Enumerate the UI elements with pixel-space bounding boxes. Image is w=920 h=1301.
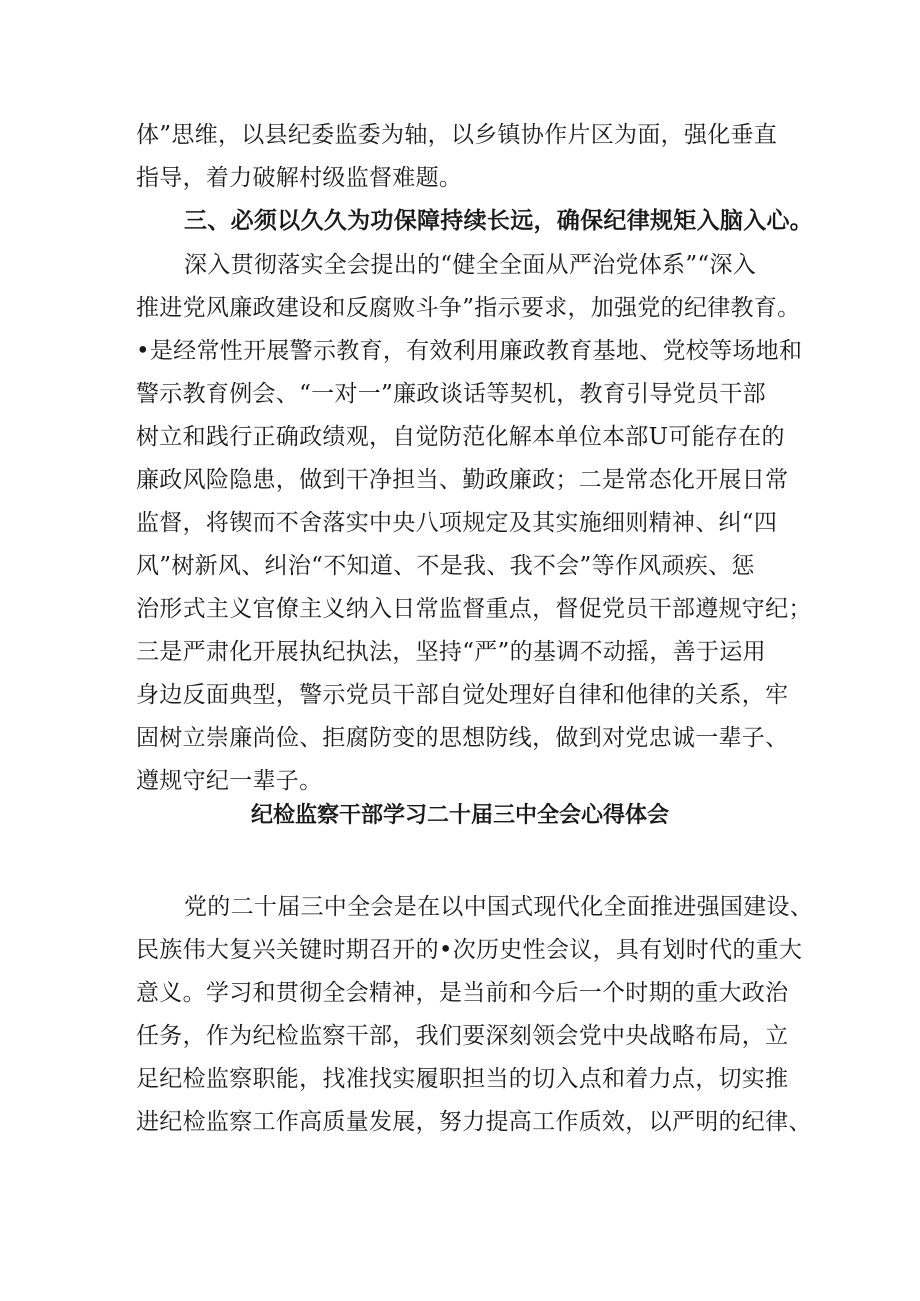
paragraph-line: 体”思维，以县纪委监委为轴，以乡镇协作片区为面，强化垂直 — [136, 122, 778, 148]
paragraph-line: 意义。学习和贯彻全会精神，是当前和今后一个时期的重大政治 — [136, 980, 789, 1006]
paragraph-line: 廉政风险隐患，做到干净担当、勤政廉政；二是常态化开展日常 — [136, 467, 789, 493]
paragraph-line: 身边反面典型，警示党员干部自觉处理好自律和他律的关系，牢 — [136, 682, 789, 708]
paragraph-line: 监督，将锲而不舍落实中央八项规定及其实施细则精神、纠“四 — [136, 510, 778, 536]
section-heading: 三、必须以久久为功保障持续长远，确保纪律规矩入脑入心。 — [184, 207, 814, 234]
paragraph-line: 固树立崇廉尚俭、拒腐防变的思想防线，做到对党忠诚一辈子、 — [136, 725, 789, 751]
paragraph-line: 足纪检监察职能，找准找实履职担当的切入点和着力点，切实推 — [136, 1066, 789, 1092]
paragraph-line: •是经常性开展警示教育，有效利用廉政教育基地、党校等场地和 — [136, 338, 803, 364]
paragraph-line: 遵规守纪一辈子。 — [136, 768, 323, 794]
paragraph-line: 深入贯彻落实全会提出的“健全全面从严治党体系”“深入 — [184, 252, 757, 278]
paragraph-line: 党的二十届三中全会是在以中国式现代化全面推进强国建设、 — [184, 894, 814, 920]
paragraph-line: 治形式主义官僚主义纳入日常监督重点，督促党员干部遵规守纪； — [136, 596, 812, 622]
paragraph-line: 三是严肃化开展执纪执法，坚持“严”的基调不动摇，善于运用 — [136, 639, 766, 665]
paragraph-line: 进纪检监察工作高质量发展，努力提高工作质效，以严明的纪律、 — [136, 1109, 812, 1135]
paragraph-line: 任务，作为纪检监察干部，我们要深刻领会党中央战略布局，立 — [136, 1023, 789, 1049]
article-title: 纪检监察干部学习二十届三中全会心得体会 — [250, 802, 669, 828]
paragraph-line: 警示教育例会、“一对一”廉政谈话等契机，教育引导党员干部 — [136, 381, 766, 407]
paragraph-line: 风”树新风、纠治“不知道、不是我、我不会”等作风顽疾、惩 — [136, 553, 755, 579]
paragraph-line: 树立和践行正确政绩观，自觉防范化解本单位本部U可能存在的 — [136, 424, 785, 450]
paragraph-line: 推进党风廉政建设和反腐败斗争”指示要求，加强党的纪律教育。 — [136, 295, 801, 321]
paragraph-line: 指导，着力破解村级监督难题。 — [136, 165, 463, 191]
paragraph-line: 民族伟大复兴关键时期召开的•次历史性会议，具有划时代的重大 — [136, 937, 803, 963]
